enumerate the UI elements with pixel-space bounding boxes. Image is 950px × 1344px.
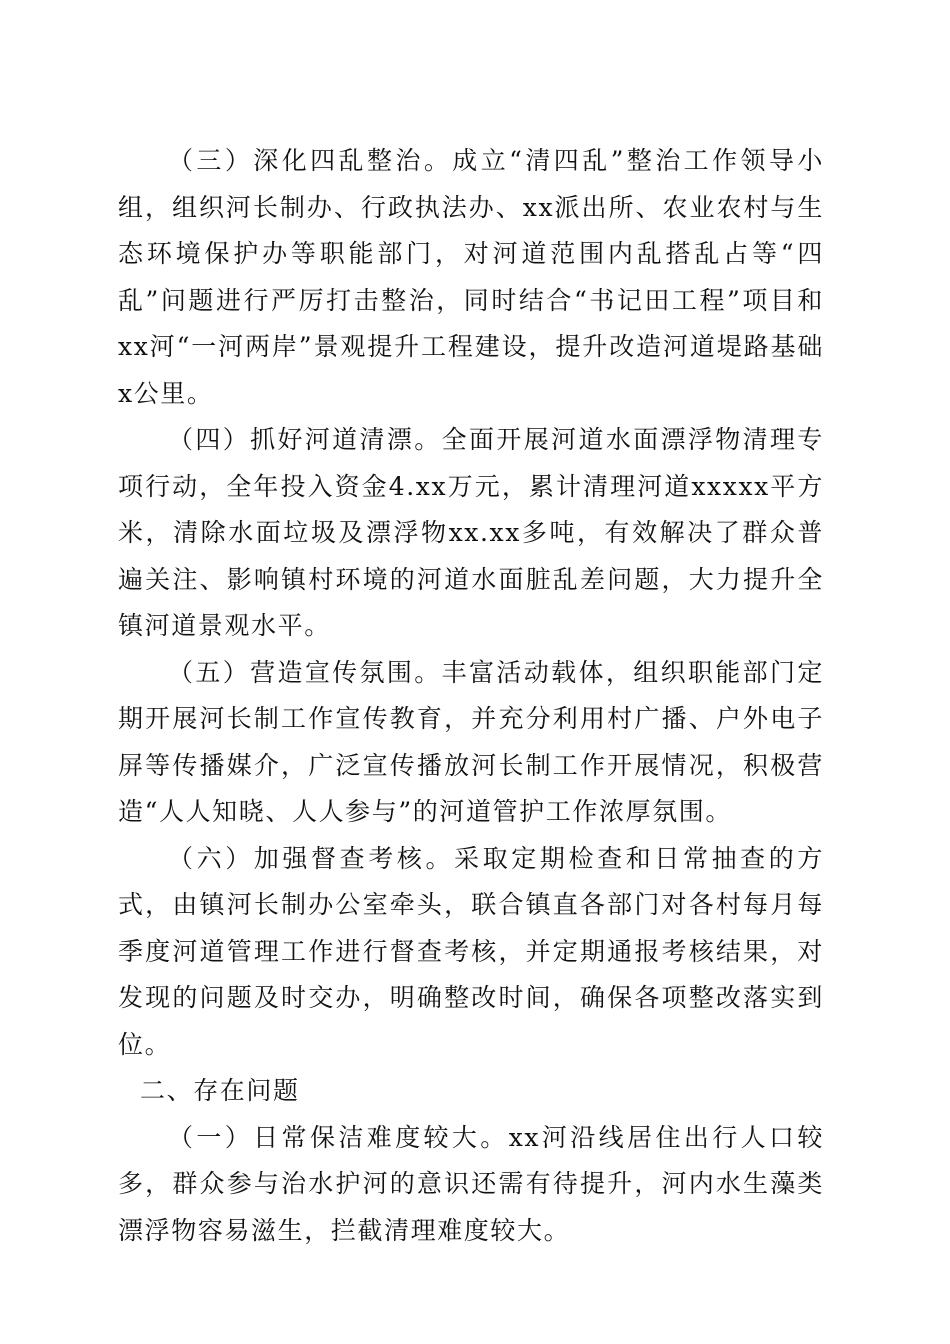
paragraph-san-title: （三）深化四乱整治。 <box>168 146 453 175</box>
paragraph-san <box>118 138 824 417</box>
paragraph-si-title: （四）抓好河道清漂。 <box>168 425 442 454</box>
problem-yi <box>118 1115 824 1255</box>
problem-yi-title: （一）日常保洁难度较大。 <box>168 1122 509 1152</box>
paragraph-wu-title: （五）营造宣传氛围。 <box>168 657 442 687</box>
paragraph-si <box>118 417 824 650</box>
paragraph-liu-body: 采取定期检查和日常抽查的方式，由镇河长制办公室牵头，联合镇直各部门对各村每月每季度河道管理工作进行督查考核，并定期通报考核结果，对发现的问题及时交办，明确整改时间，确保各项整改落实到位。 <box>118 843 824 1059</box>
document-body <box>118 138 824 1254</box>
paragraph-liu <box>118 836 824 1069</box>
paragraph-liu-title: （六）加强督查考核。 <box>168 843 455 873</box>
paragraph-wu <box>118 650 824 836</box>
paragraph-san-body: 成立“清四乱”整治工作领导小组，组织河长制办、行政执法办、xx派出所、农业农村与生态环境保护办等职能部门，对河道范围内乱搭乱占等“四乱”问题进行严厉打击整治，同时结合“书记田工程”项目和xx河“一河两岸”景观提升工程建设，提升改造河道堤路基础x公里。 <box>118 146 824 408</box>
section-heading: 二、存在问题 <box>140 1076 300 1105</box>
problem-yi-body: xx河沿线居住出行人口较多，群众参与治水护河的意识还需有待提升，河内水生藻类漂浮物容易滋生，拦截清理难度较大。 <box>118 1122 824 1245</box>
paragraph-wu-body: 丰富活动载体，组织职能部门定期开展河长制工作宣传教育，并充分利用村广播、户外电子屏等传播媒介，广泛宣传播放河长制工作开展情况，积极营造“人人知晓、人人参与”的河道管护工作浓厚氛围。 <box>118 657 824 826</box>
paragraph-si-body: 全面开展河道水面漂浮物清理专项行动，全年投入资金4.xx万元，累计清理河道xxxxx平方米，清除水面垃圾及漂浮物xx.xx多吨，有效解决了群众普遍关注、影响镇村环境的河道水面脏乱差问题，大力提升全镇河道景观水平。 <box>118 425 824 640</box>
